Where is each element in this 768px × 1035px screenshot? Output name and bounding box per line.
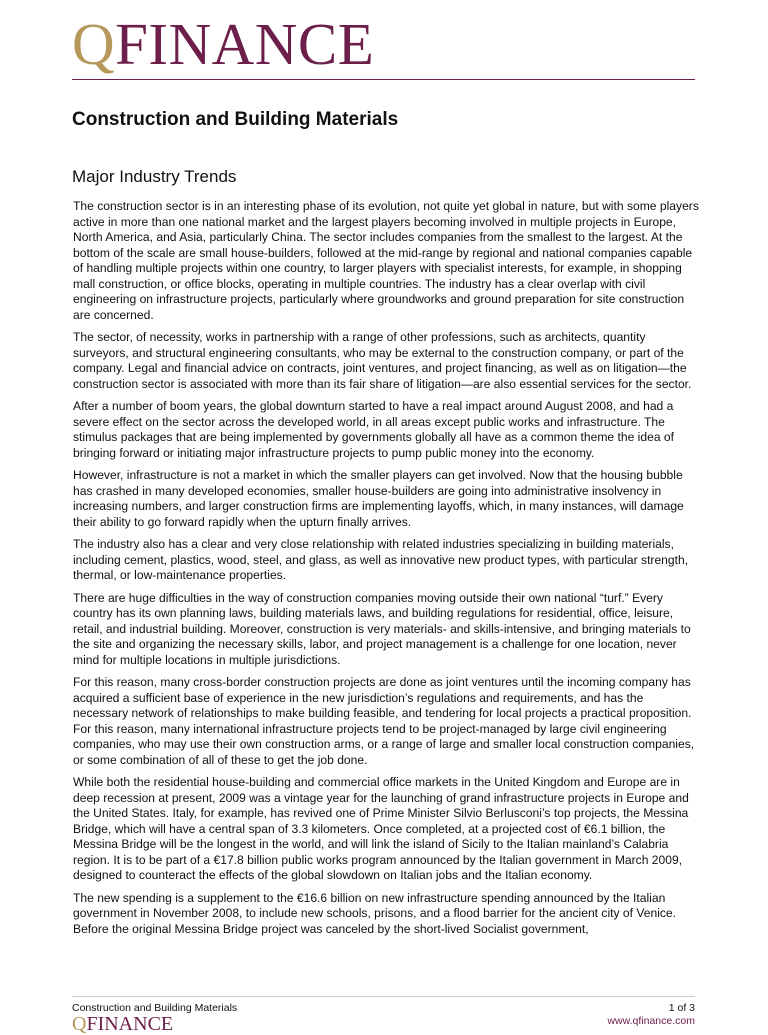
footer-logo[interactable] [72, 1014, 173, 1034]
page-number: 1 of 3 [668, 1002, 695, 1014]
footer-divider [72, 996, 695, 997]
logo-wordmark: FINANCE [115, 11, 375, 77]
footer-document-title: Construction and Building Materials [72, 1002, 238, 1014]
footer-logo-wordmark: FINANCE [86, 1013, 174, 1035]
paragraph: However, infrastructure is not a market in which the smaller players can get involved. Now that the housing bubble has crashed in many developed economies, smaller house-builders are going into administrative insolvency in increasing numbers, and larger construction firms are implementing layoffs, which, in many instances, will damage their ability to go forward rapidly when the upturn finally arrives. [73, 468, 684, 529]
paragraph: The industry also has a clear and very close relationship with related industries specializing in building materials, including cement, plastics, wood, steel, and glass, as well as innovative new product types, with particular strength, thermal, or low-maintenance properties. [73, 537, 689, 582]
article-body [73, 199, 699, 991]
paragraph: For this reason, many cross-border construction projects are done as joint ventures until the incoming company has acquired a sufficient base of experience in the new jurisdiction’s regulations and requirements, and has the necessary network of relationships to make building feasible, and tendering for local projects a practical proposition. For this reason, many international infrastructure projects tend to be project-managed by large civil engineering companies, who may use their own construction arms, or a range of large and smaller local construction companies, or some combination of all of these to get the job done. [73, 675, 695, 767]
footer-logo-q-letter: Q [72, 1013, 87, 1035]
logo-q-letter: Q [72, 11, 116, 77]
paragraph: After a number of boom years, the global downturn started to have a real impact around August 2008, and had a severe effect on the sector across the developed world, in all areas except public works and infrastructure. The stimulus packages that are being implemented by governments globally all have as a common theme the idea of bringing forward or initiating major infrastructure projects to pump public money into the economy. [73, 399, 674, 460]
qfinance-logo[interactable] [72, 11, 375, 77]
section-heading: Major Industry Trends [72, 167, 237, 186]
paragraph: The construction sector is in an interesting phase of its evolution, not quite yet global in nature, but with some players active in more than one national market and the largest players becoming involved in multiple projects in Europe, North America, and Asia, particularly China. The sector includes companies from the smallest to the largest. At the bottom of the scale are small house-builders, followed at the mid-range by regional and national companies capable of handling multiple projects within one country, to larger players with specialist interests, for example, in shopping mall construction, or office blocks, operating in multiple countries. The industry has a clear overlap with civil engineering on infrastructure projects, particularly where groundworks and ground preparation for site construction are concerned. [73, 199, 699, 322]
paragraph: While both the residential house-building and commercial office markets in the United Kingdom and Europe are in deep recession at present, 2009 was a vintage year for the launching of grand infrastructure projects in Europe and the United States. Italy, for example, has revived one of Prime Minister Silvio Berlusconi’s top projects, the Messina Bridge, which will have a central span of 3.3 kilometers. Once completed, at a projected cost of €6.1 billion, the Messina Bridge will be the longest in the world, and will link the island of Sicily to the Italian mainland’s Calabria region. It is to be part of a €17.8 billion public works program announced by the Italian government in March 2009, designed to counteract the effects of the global slowdown on Italian jobs and the Italian economy. [73, 775, 689, 882]
paragraph: The new spending is a supplement to the €16.6 billion on new infrastructure spending announced by the Italian government in November 2008, to include new schools, prisons, and a flood barrier for the ancient city of Venice. Before the original Messina Bridge project was canceled by the short-lived Socialist government, [73, 890, 677, 936]
paragraph: The sector, of necessity, works in partnership with a range of other professions, such as architects, quantity surveyors, and structural engineering consultants, who may be external to the construction company, or part of the company. Legal and financial advice on contracts, joint ventures, and project financing, as well as on litigation—the construction sector is associated with more than its fair share of litigation—are also essential services for the sector. [73, 330, 692, 391]
footer-website-link[interactable]: www.qfinance.com [607, 1015, 695, 1027]
page-title: Construction and Building Materials [72, 109, 399, 130]
header-divider [72, 79, 695, 80]
paragraph: There are huge difficulties in the way of construction companies moving outside their own national “turf.” Every country has its own planning laws, building materials laws, and building regulations for residential, office, leisure, retail, and industrial building. Moreover, construction is very materials- and skills-intensive, and bringing materials to the site and organizing the necessary skills, labor, and project management is a challenge for one location, never mind for multiple locations in multiple jurisdictions. [73, 590, 691, 667]
